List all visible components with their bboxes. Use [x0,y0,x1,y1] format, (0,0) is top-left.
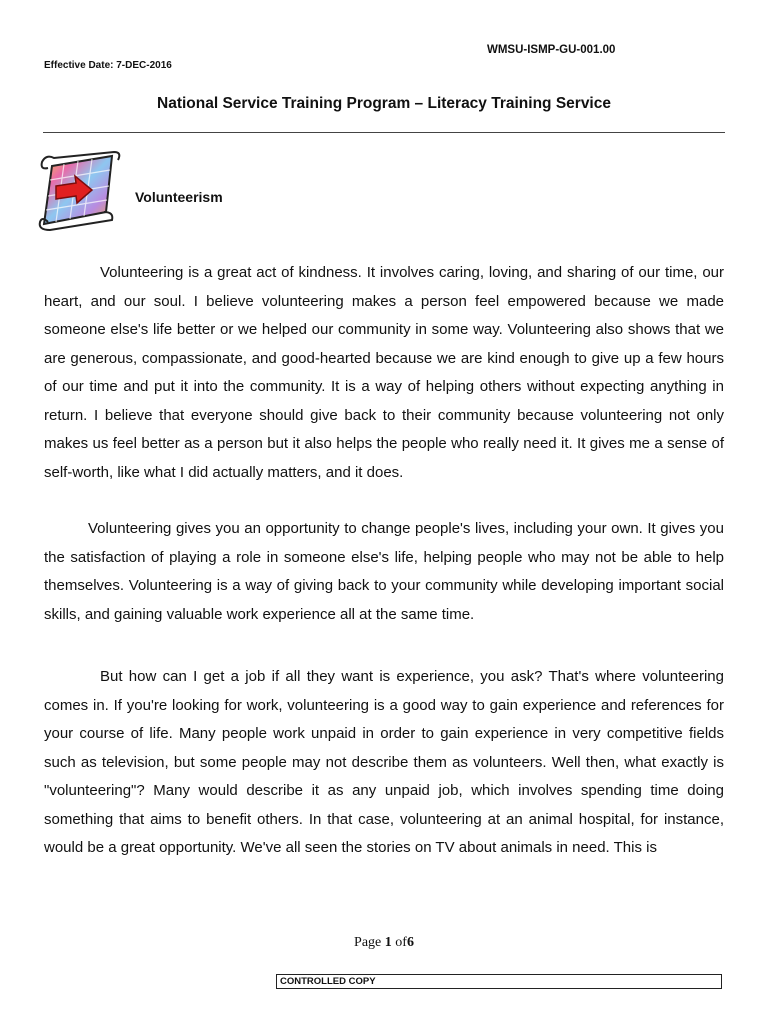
paragraph-3: But how can I get a job if all they want is experience, you ask? That's where volunteering comes in. If you're looking for work, volunteering is a good way to gain experience and references for your course of life. Many people work unpaid in order to gain experience in very competitive fields such as television, but some people may not describe them as volunteers. Well then, what exactly is "volunteering"? Many would describe it as any unpaid job, which involves spending time doing something that aims to benefit others. In that case, volunteering at an animal hospital, for instance, would be a great opportunity. We've all seen the stories on TV about animals in need. This is [44,668,724,856]
paragraph-2: Volunteering gives you an opportunity to change people's lives, including your own. It gives you the satisfaction of playing a role in someone else's life, helping people who may not be able to help themselves. Volunteering is a way of giving back to your community while developing important social skills, and gaining valuable work experience all at the same time. [44,520,724,623]
header-divider [43,132,725,133]
page-of: of [395,935,407,950]
controlled-copy-box [276,974,722,989]
section-title: Volunteerism [135,189,223,205]
page-title: National Service Training Program – Literacy Training Service [157,95,611,112]
page-number [0,935,768,951]
page-total: 6 [406,935,414,950]
document-code: WMSU-ISMP-GU-001.00 [487,44,616,56]
effective-date: Effective Date: 7-DEC-2016 [44,60,172,71]
scroll-arrow-icon [34,150,124,232]
page-current: 1 [384,935,392,950]
controlled-copy-label: CONTROLLED COPY [280,976,376,987]
page-word: Page [354,935,382,950]
paragraph-1: Volunteering is a great act of kindness. It involves caring, loving, and sharing of our time, our heart, and our soul. I believe volunteering makes a person feel empowered because we made someone else's life better or we helped our community in some way. Volunteering also shows that we are generous, compassionate, and good-hearted because we are kind enough to give up a few hours of our time and put it into the community. It is a way of helping others without expecting anything in return. I believe that everyone should give back to their community because volunteering not only makes us feel better as a person but it also helps the people who really need it. It gives me a sense of self-worth, like what I did actually matters, and it does. [44,264,724,481]
